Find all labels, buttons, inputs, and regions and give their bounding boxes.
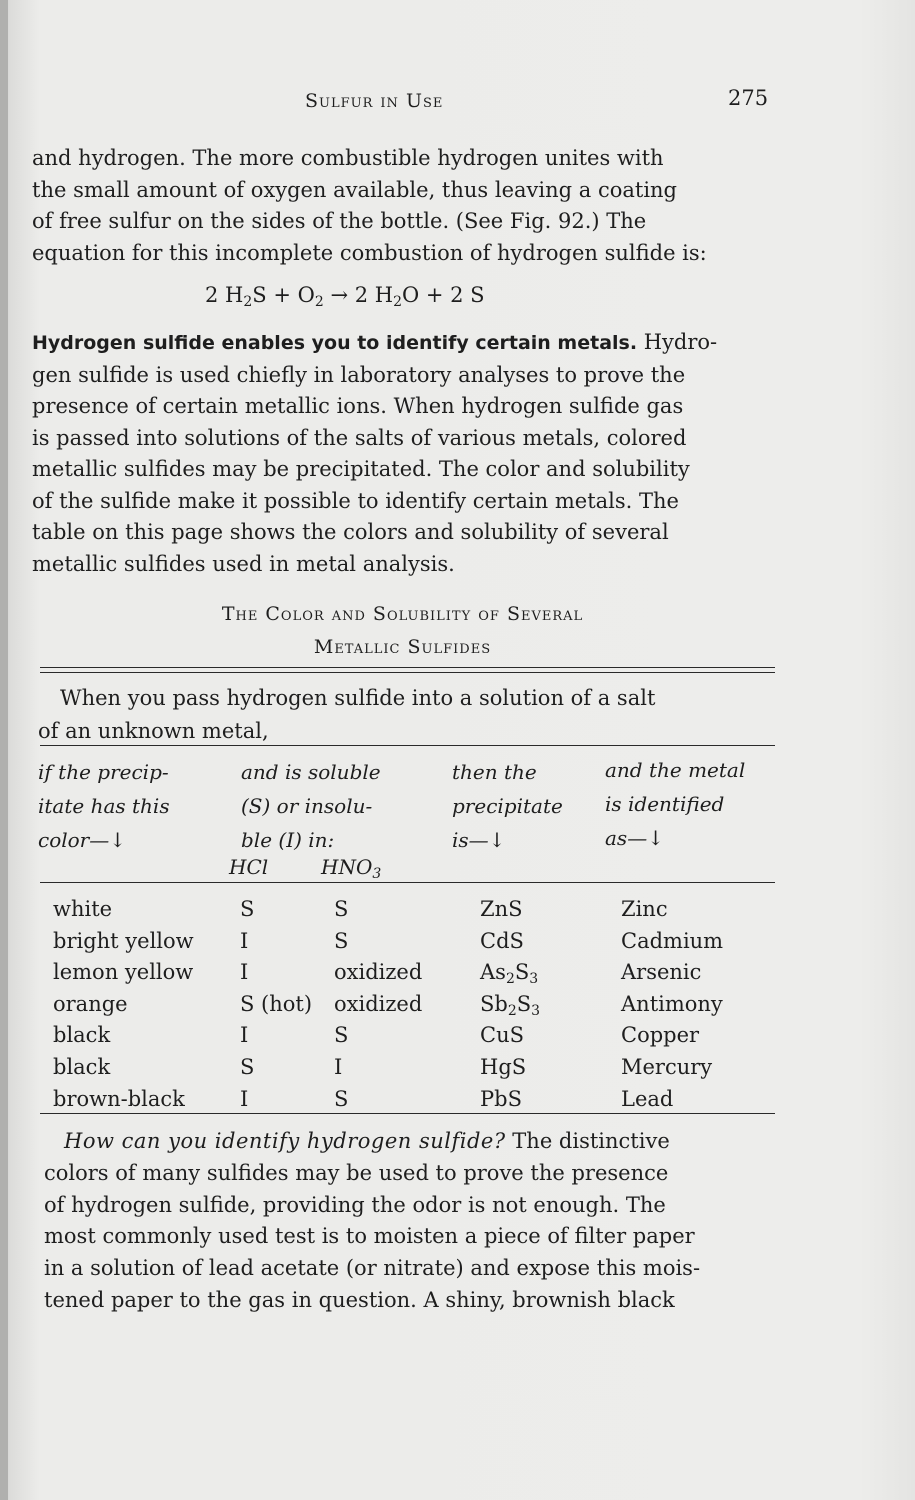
cell-color: lemon yellow (53, 960, 194, 984)
header-line: and the metal (605, 758, 746, 782)
page-header (0, 86, 915, 116)
cell-hcl: S (240, 1055, 255, 1079)
cell-hcl: S (240, 897, 255, 921)
header-bottom-rule (40, 882, 775, 883)
cell-hno3: oxidized (334, 992, 423, 1016)
running-title: Sulfur in Use (305, 90, 444, 112)
header-line: as—↓ (605, 826, 664, 850)
cell-precipitate (480, 897, 523, 921)
formula-subscript: 2 (507, 1003, 517, 1019)
table-title: The Color and Solubility of Several (221, 603, 584, 625)
paragraph-combustion (32, 143, 767, 269)
cell-hcl: I (240, 1087, 249, 1111)
header-line: precipitate (452, 794, 563, 818)
italic-question: How can you identify hydrogen sulfide? (64, 1129, 506, 1153)
cell-hcl: I (240, 960, 249, 984)
formula-subscript: 3 (531, 1003, 541, 1019)
paragraph-identify-h2s (44, 1126, 779, 1317)
cell-hcl: I (240, 1023, 249, 1047)
chemical-equation (205, 283, 485, 310)
text-line: colors of many sulfides may be used to prove the presence (44, 1160, 669, 1185)
formula-part: S (516, 992, 532, 1016)
header-line: color—↓ (38, 828, 126, 852)
table-intro (38, 682, 773, 748)
cell-precipitate (480, 960, 539, 987)
text-line (32, 327, 767, 360)
column-header-color (38, 755, 170, 857)
text-fragment: Hydro- (637, 330, 718, 354)
formula-part: Sb (480, 992, 508, 1016)
formula-part: HgS (480, 1055, 527, 1079)
cell-hno3: oxidized (334, 960, 423, 984)
cell-precipitate (480, 1087, 522, 1111)
eq-part: O + 2 S (401, 283, 485, 307)
cell-metal: Copper (621, 1023, 700, 1047)
column-header-metal (605, 753, 745, 855)
cell-hno3: S (334, 1023, 349, 1047)
text-line: of free sulfur on the sides of the bottle. (See Fig. 92.) The (32, 209, 647, 233)
header-top-rule (40, 745, 775, 746)
formula-part: As (480, 960, 506, 984)
header-line: if the precip- (38, 760, 169, 784)
bold-lead-heading: Hydrogen sulfide enables you to identify certain metals. (32, 332, 638, 354)
eq-subscript: 2 (393, 294, 402, 310)
table-bottom-rule (40, 1113, 775, 1114)
text-line: of hydrogen sulfide, providing the odor is not enough. The (44, 1192, 666, 1217)
text-line: the small amount of oxygen available, thus leaving a coating (32, 177, 678, 202)
cell-color: black (53, 1023, 111, 1047)
cell-precipitate (480, 992, 541, 1019)
cell-hno3: S (334, 897, 349, 921)
header-line: itate has this (38, 794, 170, 818)
cell-metal: Zinc (621, 897, 668, 921)
cell-hno3: S (334, 1087, 349, 1111)
text-line: metallic sulfides used in metal analysis. (32, 551, 455, 576)
column-header-hno3 (321, 850, 381, 884)
cell-metal: Antimony (621, 992, 723, 1016)
cell-hno3: S (334, 929, 349, 953)
cell-color: white (53, 897, 113, 921)
text-line: presence of certain metallic ions. When hydrogen sulfide gas (32, 394, 684, 418)
eq-part: 2 H (205, 283, 244, 307)
header-line: and is soluble (241, 760, 381, 784)
cell-precipitate (480, 1055, 526, 1079)
text-line: equation for this incomplete combustion of hydrogen sulfide is: (32, 240, 707, 265)
cell-metal: Cadmium (621, 929, 724, 953)
text-line: in a solution of lead acetate (or nitrate) and expose this mois- (44, 1256, 701, 1281)
text-line (44, 1126, 779, 1158)
cell-hcl: I (240, 929, 249, 953)
header-line: ble (I) in: (241, 828, 335, 852)
hno3-subscript: 3 (372, 866, 382, 882)
text-line: most commonly used test is to moisten a piece of filter paper (44, 1224, 695, 1249)
table-title: Metallic Sulfides (313, 636, 492, 658)
text-line: table on this page shows the colors and solubility of several (32, 520, 669, 544)
eq-subscript: 2 (314, 294, 324, 310)
column-header-precipitate (452, 755, 563, 857)
page-number: 275 (728, 86, 769, 110)
table-top-rule (40, 672, 775, 673)
formula-part: PbS (480, 1087, 522, 1111)
formula-part: S (514, 960, 530, 984)
eq-part: → 2 H (323, 283, 394, 307)
text-line: metallic sulfides may be precipitated. The color and solubility (32, 457, 690, 481)
eq-part: S + O (252, 283, 315, 307)
text-line: of an unknown metal, (38, 719, 269, 743)
text-line: When you pass hydrogen sulfide into a solution of a salt (60, 686, 656, 710)
table-top-rule (40, 667, 775, 668)
cell-precipitate (480, 1023, 524, 1047)
hno3-text: HNO (321, 855, 373, 879)
header-line: is identified (605, 792, 725, 816)
cell-color: bright yellow (53, 929, 194, 953)
formula-part: ZnS (480, 897, 523, 921)
formula-subscript: 2 (505, 971, 515, 987)
column-header-hcl: HCl (229, 855, 269, 879)
formula-subscript: 3 (529, 971, 539, 987)
header-line: is—↓ (452, 828, 506, 852)
cell-metal: Arsenic (621, 960, 702, 984)
header-line: then the (452, 760, 537, 784)
text-line: and hydrogen. The more combustible hydrogen unites with (32, 146, 664, 170)
cell-hcl: S (hot) (240, 992, 313, 1016)
text-line: tened paper to the gas in question. A shiny, brownish black (44, 1287, 675, 1312)
text-fragment: The distinctive (505, 1129, 670, 1153)
formula-part: CuS (480, 1023, 524, 1047)
text-line: gen sulfide is used chiefly in laboratory analyses to prove the (32, 362, 686, 387)
formula-part: CdS (480, 929, 524, 953)
cell-color: brown-black (53, 1087, 185, 1111)
text-line: is passed into solutions of the salts of various metals, colored (32, 425, 687, 450)
paragraph-identify-metals (32, 327, 767, 580)
cell-metal: Mercury (621, 1055, 713, 1079)
eq-subscript: 2 (243, 294, 253, 310)
cell-hno3: I (334, 1055, 343, 1079)
page-gutter (0, 0, 8, 1500)
cell-precipitate (480, 929, 524, 953)
text-line: of the sulfide make it possible to identify certain metals. The (32, 488, 679, 513)
cell-color: orange (53, 992, 128, 1016)
cell-metal: Lead (621, 1087, 674, 1111)
cell-color: black (53, 1055, 111, 1079)
header-line: (S) or insolu- (241, 794, 373, 818)
column-header-solubility (241, 755, 381, 857)
